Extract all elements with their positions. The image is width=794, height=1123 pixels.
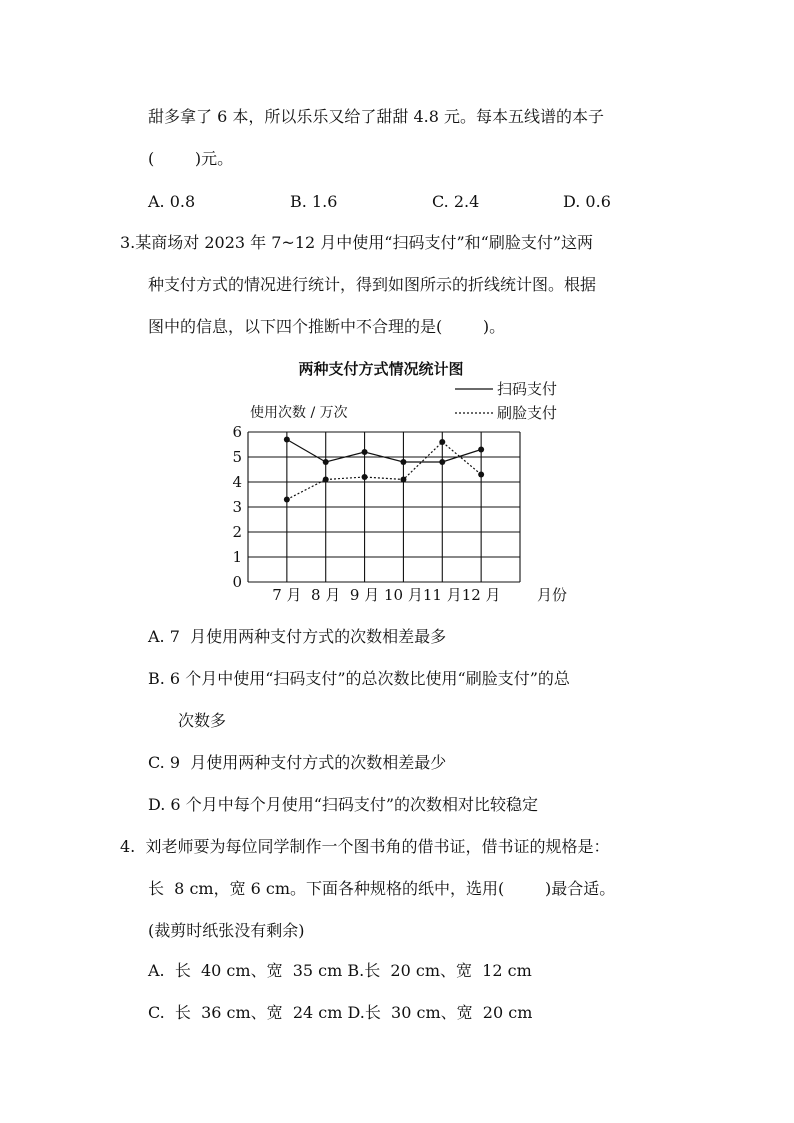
x-tick-label: 12 月 xyxy=(461,586,501,604)
q3-text-line-2: 种支付方式的情况进行统计，得到如图所示的折线统计图。根据 xyxy=(148,275,597,294)
chart-title: 两种支付方式情况统计图 xyxy=(298,360,464,378)
q4-text-line-2: 长 8 cm，宽 6 cm。下面各种规格的纸中，选用( )最合适。 xyxy=(148,879,616,898)
q4-text-line-3: (裁剪时纸张没有剩余) xyxy=(148,921,305,940)
data-point-face xyxy=(362,474,368,480)
data-point-scan xyxy=(284,437,290,443)
legend-label-face: 刷脸支付 xyxy=(497,404,558,422)
q3-option-a: A. 7 月使用两种支付方式的次数相差最多 xyxy=(148,627,447,646)
x-tick-label: 9 月 xyxy=(349,586,380,604)
data-point-scan xyxy=(400,459,406,465)
chart-series xyxy=(284,437,484,503)
y-tick-label: 4 xyxy=(232,473,242,491)
series-line-face xyxy=(287,442,481,500)
q3-text-line-3: 图中的信息，以下四个推断中不合理的是( )。 xyxy=(148,317,506,336)
q4-text-line-1: 4. 刘老师要为每位同学制作一个图书角的借书证，借书证的规格是： xyxy=(120,837,610,856)
y-tick-label: 2 xyxy=(232,523,242,541)
y-tick-label: 3 xyxy=(232,498,242,516)
q3-option-b-line-1: B. 6 个月中使用“扫码支付”的总次数比使用“刷脸支付”的总 xyxy=(148,669,570,688)
x-tick-label: 11 月 xyxy=(422,586,462,604)
q3-text-line-1: 3.某商场对 2023 年 7~12 月中使用“扫码支付”和“刷脸支付”这两 xyxy=(120,233,593,252)
line-chart xyxy=(200,355,590,610)
y-tick-label: 6 xyxy=(232,423,242,441)
data-point-scan xyxy=(439,459,445,465)
q2-option-c: C. 2.4 xyxy=(432,192,480,211)
data-point-face xyxy=(400,477,406,483)
legend-label-scan: 扫码支付 xyxy=(497,380,558,398)
q2-option-d: D. 0.6 xyxy=(563,192,611,211)
data-point-scan xyxy=(362,449,368,455)
q4-options-a-b: A. 长 40 cm、宽 35 cm B.长 20 cm、宽 12 cm xyxy=(148,961,532,980)
x-axis-ticks xyxy=(272,586,500,604)
y-axis-label: 使用次数 / 万次 xyxy=(250,405,348,421)
q3-option-c: C. 9 月使用两种支付方式的次数相差最少 xyxy=(148,753,447,772)
q2-option-b: B. 1.6 xyxy=(290,192,338,211)
data-point-face xyxy=(284,497,290,503)
y-tick-label: 5 xyxy=(232,448,242,466)
data-point-face xyxy=(323,477,329,483)
y-tick-label: 1 xyxy=(232,548,242,566)
y-tick-label: 0 xyxy=(232,573,242,591)
x-tick-label: 7 月 xyxy=(272,586,302,604)
data-point-scan xyxy=(478,447,484,453)
y-axis-ticks xyxy=(232,423,242,591)
data-point-face xyxy=(439,439,445,445)
data-point-face xyxy=(478,472,484,478)
x-tick-label: 10 月 xyxy=(383,586,423,604)
data-point-scan xyxy=(323,459,329,465)
q2-text-line-1: 甜多拿了 6 本，所以乐乐又给了甜甜 4.8 元。每本五线谱的本子 xyxy=(148,107,604,126)
q3-option-b-line-2: 次数多 xyxy=(178,711,227,730)
q3-option-d: D. 6 个月中每个月使用“扫码支付”的次数相对比较稳定 xyxy=(148,795,539,814)
chart-grid xyxy=(248,432,520,582)
x-axis-label: 月份 xyxy=(537,586,568,604)
q4-options-c-d: C. 长 36 cm、宽 24 cm D.长 30 cm、宽 20 cm xyxy=(148,1003,533,1022)
q2-text-line-2: ( )元。 xyxy=(148,149,234,168)
x-tick-label: 8 月 xyxy=(311,586,341,604)
q2-option-a: A. 0.8 xyxy=(148,192,196,211)
legend xyxy=(455,380,557,422)
